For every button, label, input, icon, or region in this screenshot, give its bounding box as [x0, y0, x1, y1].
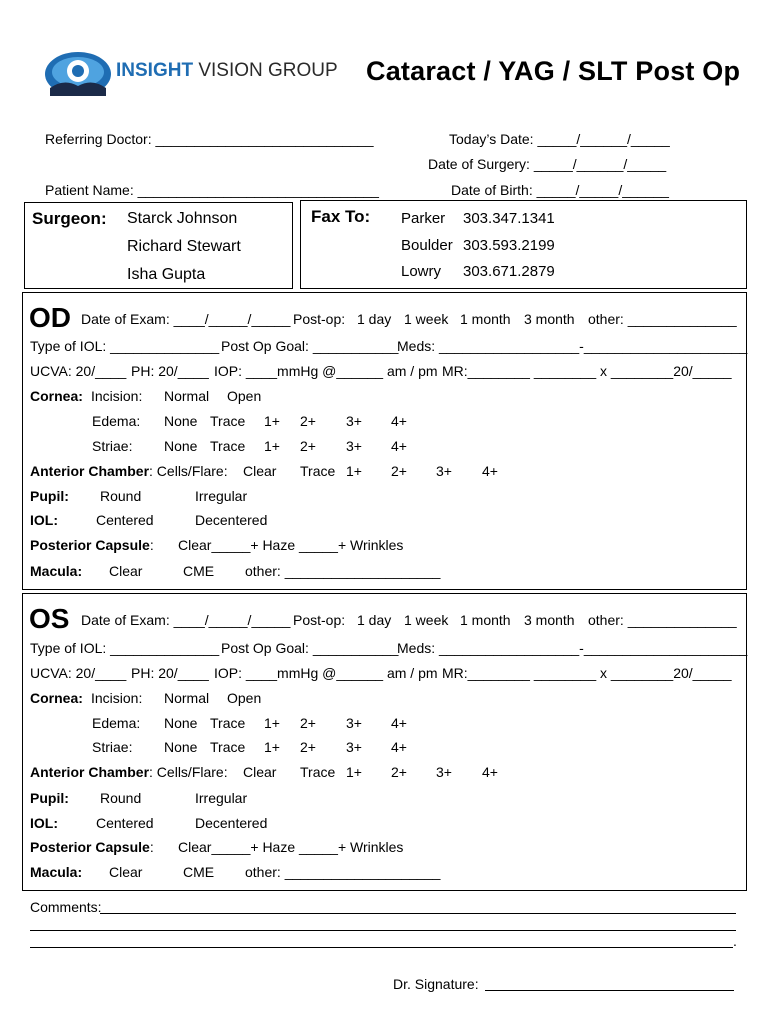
- os-pupil-label: Pupil:: [30, 790, 69, 806]
- os-ac-option[interactable]: Clear: [243, 764, 277, 780]
- od-date-of-exam[interactable]: Date of Exam: ____/_____/_____: [81, 311, 291, 327]
- date-of-birth-field[interactable]: Date of Birth: _____/_____/______: [451, 182, 669, 198]
- os-pupil-round[interactable]: Round: [100, 790, 142, 806]
- os-striae-option[interactable]: Trace: [210, 739, 246, 755]
- comments-line[interactable]: [30, 947, 733, 948]
- os-pupil-irregular[interactable]: Irregular: [195, 790, 248, 806]
- od-macula-other[interactable]: other: ____________________: [245, 563, 441, 579]
- os-pc-label: Posterior Capsule: [30, 839, 150, 855]
- od-striae-option[interactable]: 2+: [300, 438, 316, 454]
- od-pc-colon: :: [149, 537, 154, 553]
- od-ac-cells-label: : Cells/Flare:: [149, 463, 228, 479]
- od-anterior-chamber-row: [30, 463, 228, 479]
- od-ac-option[interactable]: 4+: [482, 463, 498, 479]
- od-edema-option[interactable]: 2+: [300, 413, 316, 429]
- od-edema-option[interactable]: 1+: [264, 413, 280, 429]
- od-ac-option[interactable]: Clear: [243, 463, 277, 479]
- os-edema-option[interactable]: Trace: [210, 715, 246, 731]
- od-striae-option[interactable]: 4+: [391, 438, 407, 454]
- os-edema-option[interactable]: 4+: [391, 715, 407, 731]
- os-mr[interactable]: MR:________ ________ x ________20/_____: [442, 665, 732, 681]
- od-edema-option[interactable]: 3+: [346, 413, 362, 429]
- os-post-op-1week[interactable]: 1 week: [404, 612, 449, 628]
- os-meds[interactable]: Meds: __________________-_____________________: [397, 640, 748, 656]
- od-striae-option[interactable]: 3+: [346, 438, 362, 454]
- fax-label: Fax To:: [311, 207, 371, 226]
- comments-line[interactable]: [30, 930, 736, 931]
- od-post-op-1day[interactable]: 1 day: [357, 311, 392, 327]
- date-of-surgery-field[interactable]: Date of Surgery: _____/______/_____: [428, 156, 667, 172]
- os-posterior-capsule-row: [30, 839, 154, 855]
- os-edema-option[interactable]: 1+: [264, 715, 280, 731]
- os-striae-label: Striae:: [92, 739, 133, 755]
- comments-label: Comments:: [30, 899, 102, 915]
- os-ac-option[interactable]: Trace: [300, 764, 336, 780]
- os-macula-other[interactable]: other: ____________________: [245, 864, 441, 880]
- os-ac-option[interactable]: 2+: [391, 764, 407, 780]
- od-mr[interactable]: MR:________ ________ x ________20/_____: [442, 363, 732, 379]
- od-striae-label: Striae:: [92, 438, 133, 454]
- os-striae-option[interactable]: 2+: [300, 739, 316, 755]
- od-posterior-capsule-row: [30, 537, 154, 553]
- os-incision-label: Incision:: [91, 690, 143, 706]
- os-edema-label: Edema:: [92, 715, 141, 731]
- os-type-of-iol[interactable]: Type of IOL: ______________: [30, 640, 220, 656]
- od-incision-open[interactable]: Open: [227, 388, 262, 404]
- od-macula-clear[interactable]: Clear: [109, 563, 143, 579]
- os-edema-option[interactable]: 2+: [300, 715, 316, 731]
- od-incision-label: Incision:: [91, 388, 143, 404]
- os-iol-decentered[interactable]: Decentered: [195, 815, 268, 831]
- od-ac-option[interactable]: 3+: [436, 463, 452, 479]
- os-incision-normal[interactable]: Normal: [164, 690, 210, 706]
- os-pc-colon: :: [149, 839, 154, 855]
- os-post-op-1day[interactable]: 1 day: [357, 612, 392, 628]
- od-edema-option[interactable]: None: [164, 413, 198, 429]
- fax-location-number: 303.671.2879: [463, 263, 555, 280]
- os-ph[interactable]: PH: 20/____: [131, 665, 209, 681]
- od-eye-label: OD: [29, 302, 71, 333]
- os-ac-label: Anterior Chamber: [30, 764, 150, 780]
- od-post-op-other[interactable]: other: ______________: [588, 311, 737, 327]
- surgeon-option[interactable]: Starck Johnson: [127, 210, 238, 227]
- os-ucva[interactable]: UCVA: 20/____: [30, 665, 127, 681]
- patient-name-field[interactable]: Patient Name: _______________________________: [45, 182, 379, 198]
- logo-brand-bold: INSIGHT: [116, 60, 194, 81]
- os-macula-clear[interactable]: Clear: [109, 864, 143, 880]
- os-anterior-chamber-row: [30, 764, 228, 780]
- signature-line[interactable]: [485, 990, 734, 991]
- os-post-op-other[interactable]: other: ______________: [588, 612, 737, 628]
- os-post-op-goal[interactable]: Post Op Goal: ___________: [221, 640, 399, 656]
- os-edema-option[interactable]: None: [164, 715, 198, 731]
- od-edema-option[interactable]: Trace: [210, 413, 246, 429]
- od-edema-option[interactable]: 4+: [391, 413, 407, 429]
- od-type-of-iol[interactable]: Type of IOL: ______________: [30, 338, 220, 354]
- od-post-op-1month[interactable]: 1 month: [460, 311, 511, 327]
- od-macula-cme[interactable]: CME: [183, 563, 215, 579]
- od-post-op-1week[interactable]: 1 week: [404, 311, 449, 327]
- os-macula-label: Macula:: [30, 864, 83, 880]
- os-eye-label: OS: [29, 603, 70, 634]
- os-iop[interactable]: IOP: ____mmHg @______ am / pm: [214, 665, 438, 681]
- od-pc-options[interactable]: Clear_____+ Haze _____+ Wrinkles: [178, 537, 404, 553]
- fax-location-number: 303.593.2199: [463, 237, 555, 254]
- fax-location-name[interactable]: Lowry: [401, 263, 442, 280]
- surgeon-option[interactable]: Isha Gupta: [127, 266, 206, 283]
- os-incision-open[interactable]: Open: [227, 690, 262, 706]
- od-striae-option[interactable]: None: [164, 438, 198, 454]
- os-post-op-label: Post-op:: [293, 612, 346, 628]
- od-post-op-label: Post-op:: [293, 311, 346, 327]
- os-ac-cells-label: : Cells/Flare:: [149, 764, 228, 780]
- os-ac-option[interactable]: 3+: [436, 764, 452, 780]
- surgeon-label: Surgeon:: [32, 209, 107, 228]
- od-cornea-label: Cornea:: [30, 388, 83, 404]
- od-ucva[interactable]: UCVA: 20/____: [30, 363, 127, 379]
- fax-location-name[interactable]: Boulder: [401, 237, 453, 254]
- od-ph[interactable]: PH: 20/____: [131, 363, 209, 379]
- od-iol-centered[interactable]: Centered: [96, 512, 154, 528]
- os-striae-option[interactable]: 3+: [346, 739, 362, 755]
- os-striae-option[interactable]: None: [164, 739, 198, 755]
- os-macula-cme[interactable]: CME: [183, 864, 215, 880]
- surgeon-option[interactable]: Richard Stewart: [127, 238, 241, 255]
- os-iol-centered[interactable]: Centered: [96, 815, 154, 831]
- os-date-of-exam[interactable]: Date of Exam: ____/_____/_____: [81, 612, 291, 628]
- os-ac-option[interactable]: 4+: [482, 764, 498, 780]
- fax-location-name[interactable]: Parker: [401, 210, 446, 227]
- od-striae-option[interactable]: Trace: [210, 438, 246, 454]
- logo: [44, 48, 344, 100]
- os-striae-option[interactable]: 1+: [264, 739, 280, 755]
- os-pc-options[interactable]: Clear_____+ Haze _____+ Wrinkles: [178, 839, 404, 855]
- od-iol-label: IOL:: [30, 512, 58, 528]
- eye-logo-icon: [44, 48, 112, 100]
- page-title: Cataract / YAG / SLT Post Op: [366, 56, 741, 86]
- comments-end-period: .: [733, 933, 737, 949]
- os-striae-option[interactable]: 4+: [391, 739, 407, 755]
- od-pupil-round[interactable]: Round: [100, 488, 142, 504]
- od-iop[interactable]: IOP: ____mmHg @______ am / pm: [214, 363, 438, 379]
- od-ac-option[interactable]: Trace: [300, 463, 336, 479]
- os-iol-label: IOL:: [30, 815, 58, 831]
- od-post-op-goal[interactable]: Post Op Goal: ___________: [221, 338, 399, 354]
- od-pupil-label: Pupil:: [30, 488, 69, 504]
- od-pupil-irregular[interactable]: Irregular: [195, 488, 248, 504]
- os-post-op-3month[interactable]: 3 month: [524, 612, 575, 628]
- od-post-op-3month[interactable]: 3 month: [524, 311, 575, 327]
- comments-line[interactable]: [100, 913, 736, 914]
- fax-location-number: 303.347.1341: [463, 210, 555, 227]
- logo-brand-rest: VISION GROUP: [198, 60, 338, 81]
- od-edema-label: Edema:: [92, 413, 141, 429]
- os-ac-option[interactable]: 1+: [346, 764, 362, 780]
- od-ac-label: Anterior Chamber: [30, 463, 150, 479]
- signature-label: Dr. Signature:: [393, 976, 479, 992]
- od-striae-option[interactable]: 1+: [264, 438, 280, 454]
- od-iol-decentered[interactable]: Decentered: [195, 512, 268, 528]
- os-edema-option[interactable]: 3+: [346, 715, 362, 731]
- od-meds[interactable]: Meds: __________________-_____________________: [397, 338, 748, 354]
- od-ac-option[interactable]: 2+: [391, 463, 407, 479]
- referring-doctor-field[interactable]: Referring Doctor: ____________________________: [45, 131, 374, 147]
- od-pc-label: Posterior Capsule: [30, 537, 150, 553]
- od-macula-label: Macula:: [30, 563, 83, 579]
- od-ac-option[interactable]: 1+: [346, 463, 362, 479]
- todays-date-field[interactable]: Today’s Date: _____/______/_____: [449, 131, 670, 147]
- od-incision-normal[interactable]: Normal: [164, 388, 210, 404]
- os-cornea-label: Cornea:: [30, 690, 83, 706]
- os-post-op-1month[interactable]: 1 month: [460, 612, 511, 628]
